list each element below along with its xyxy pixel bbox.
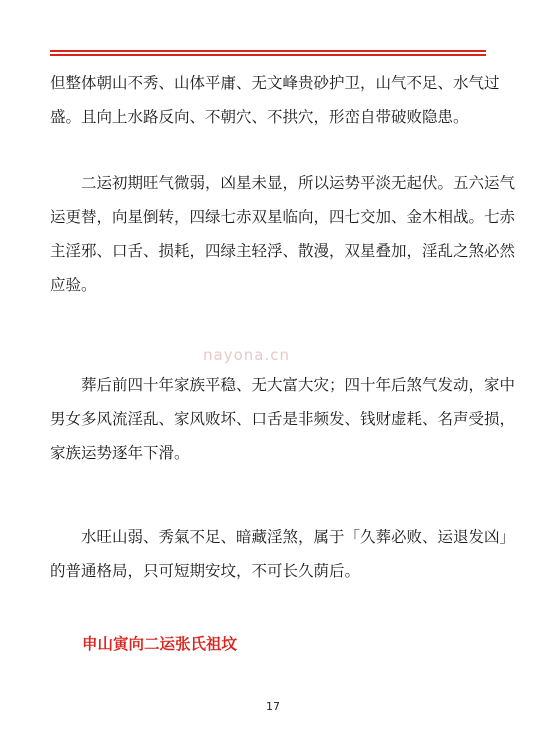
watermark: nayona.cn bbox=[203, 346, 290, 364]
paragraph-1 bbox=[50, 66, 500, 134]
section-heading: 申山寅向二运张氏祖坟 bbox=[82, 635, 238, 653]
text-line: 男女多风流淫乱、家风败坏、口舌是非频发、钱财虚耗、名声受损， bbox=[50, 410, 516, 428]
text-line: 盛。且向上水路反向、不朝穴、不拱穴，形峦自带破败隐患。 bbox=[50, 108, 469, 126]
paragraph-2 bbox=[50, 166, 516, 302]
paragraph-4 bbox=[50, 520, 516, 588]
text-line: 家族运势逐年下滑。 bbox=[50, 444, 190, 462]
header-rule-top bbox=[50, 50, 486, 52]
text-line: 但整体朝山不秀、山体平庸、无文峰贵砂护卫，山气不足、水气过 bbox=[50, 74, 500, 92]
text-line: 的普通格局，只可短期安坟，不可长久荫后。 bbox=[50, 562, 361, 580]
page-number: 17 bbox=[266, 700, 280, 713]
text-line: 应验。 bbox=[50, 276, 97, 294]
text-line: 葬后前四十年家族平稳、无大富大灾；四十年后煞气发动，家中 bbox=[50, 376, 516, 394]
paragraph-3 bbox=[50, 368, 516, 470]
text-line: 水旺山弱、秀氣不足、暗藏淫煞，属于「久葬必败、运退发凶」 bbox=[50, 528, 516, 546]
header-rule-bottom bbox=[50, 54, 486, 56]
text-line: 主淫邪、口舌、损耗，四绿主轻浮、散漫，双星叠加，淫乱之煞必然 bbox=[50, 242, 516, 260]
text-line: 二运初期旺气微弱，凶星未显，所以运势平淡无起伏。五六运气 bbox=[50, 174, 516, 192]
text-line: 运更替，向星倒转，四绿七赤双星临向，四七交加、金木相战。七赤 bbox=[50, 208, 516, 226]
